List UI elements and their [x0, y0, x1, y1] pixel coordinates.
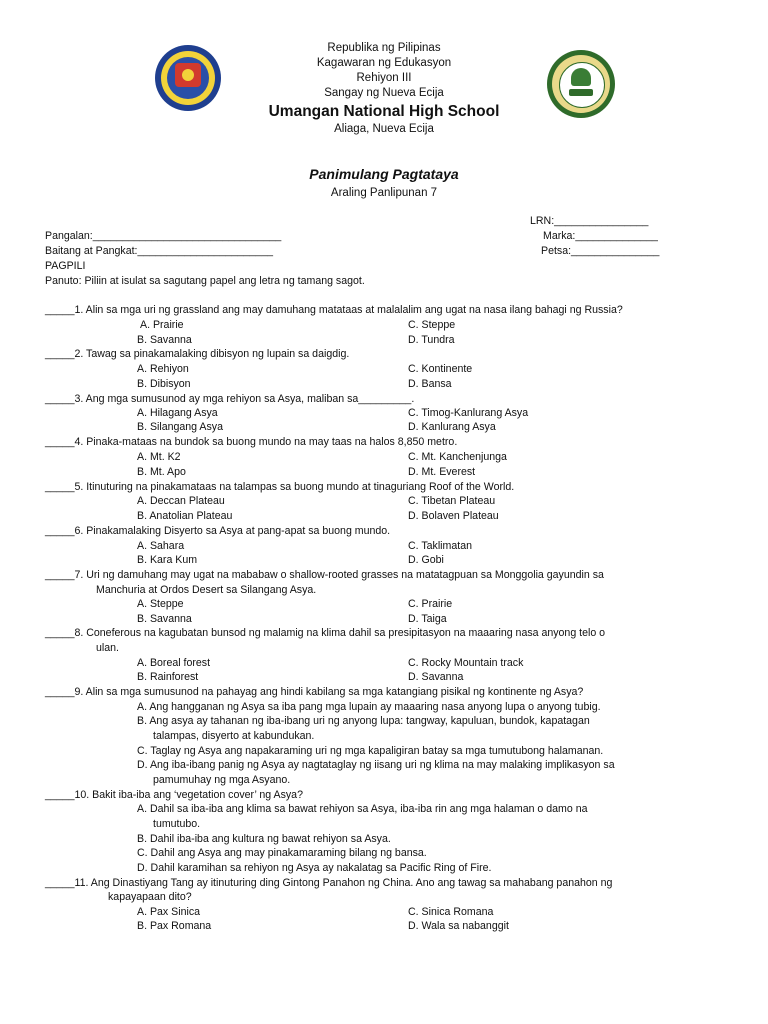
- q2-option-a: A. Rehiyon: [137, 363, 189, 375]
- question-5: _____5. Itinuturing na pinakamataas na talampas sa buong mundo at tinaguriang Roof of the World.: [45, 481, 515, 493]
- q8-option-c: C. Rocky Mountain track: [408, 657, 524, 669]
- q6-option-c: C. Taklimatan: [408, 540, 472, 552]
- header-region: Rehiyon III: [356, 72, 412, 84]
- q10-option-c: C. Dahil ang Asya ang may pinakamaraming bilang ng bansa.: [137, 847, 427, 859]
- q3-option-b: B. Silangang Asya: [137, 421, 223, 433]
- instructions: Panuto: Piliin at isulat sa sagutang papel ang letra ng tamang sagot.: [45, 275, 365, 287]
- question-11: _____11. Ang Dinastiyang Tang ay itinuturing ding Gintong Panahon ng China. Ano ang tawag sa mahabang panahon ng: [45, 877, 613, 889]
- q8-option-d: D. Savanna: [408, 671, 464, 683]
- q2-option-d: D. Bansa: [408, 378, 452, 390]
- q4-option-c: C. Mt. Kanchenjunga: [408, 451, 507, 463]
- q3-option-a: A. Hilagang Asya: [137, 407, 218, 419]
- header-division: Sangay ng Nueva Ecija: [324, 87, 444, 99]
- q2-option-c: C. Kontinente: [408, 363, 473, 375]
- q7-option-d: D. Taiga: [408, 613, 447, 625]
- q10-option-a-continued: tumutubo.: [153, 818, 201, 830]
- q10-option-b: B. Dahil iba-iba ang kultura ng bawat rehiyon sa Asya.: [137, 833, 391, 845]
- q7-option-c: C. Prairie: [408, 598, 453, 610]
- q8-option-a: A. Boreal forest: [137, 657, 211, 669]
- q9-option-c: C. Taglay ng Asya ang napakaraming uri ng mga kapaligiran batay sa mga tumutubong halamanan.: [137, 745, 604, 757]
- question-11-continued: kapayapaan dito?: [108, 891, 192, 903]
- q4-option-a: A. Mt. K2: [137, 451, 181, 463]
- q7-option-b: B. Savanna: [137, 613, 192, 625]
- q5-option-b: B. Anatolian Plateau: [137, 510, 233, 522]
- q5-option-d: D. Bolaven Plateau: [408, 510, 499, 522]
- q11-option-c: C. Sinica Romana: [408, 906, 494, 918]
- q9-option-b: B. Ang asya ay tahanan ng iba-ibang uri ng anyong lupa: tangway, kapuluan, bundok, kapatagan: [137, 715, 590, 727]
- document-subtitle: Araling Panlipunan 7: [330, 187, 438, 199]
- question-7-continued: Manchuria at Ordos Desert sa Silangang Asya.: [96, 584, 317, 596]
- q1-option-c: C. Steppe: [408, 319, 456, 331]
- question-2: _____2. Tawag sa pinakamalaking dibisyon ng lupain sa daigdig.: [45, 348, 350, 360]
- section-heading: PAGPILI: [45, 260, 86, 272]
- q9-option-a: A. Ang hangganan ng Asya sa iba pang mga lupain ay maaaring nasa anyong lupa o anyong tubig.: [137, 701, 601, 713]
- q11-option-a: A. Pax Sinica: [137, 906, 201, 918]
- q5-option-c: C. Tibetan Plateau: [408, 495, 496, 507]
- q4-option-b: B. Mt. Apo: [137, 466, 186, 478]
- q11-option-d: D. Wala sa nabanggit: [408, 920, 509, 932]
- header-department: Kagawaran ng Edukasyon: [316, 57, 452, 69]
- name-field: Pangalan:________________________________: [45, 230, 282, 242]
- q10-option-a: A. Dahil sa iba-iba ang klima sa bawat rehiyon sa Asya, iba-iba rin ang mga halaman o damo na: [137, 803, 588, 815]
- q1-option-b: B. Savanna: [137, 334, 192, 346]
- q7-option-a: A. Steppe: [137, 598, 184, 610]
- q10-option-d: D. Dahil karamihan sa rehiyon ng Asya ay nakalatag sa Pacific Ring of Fire.: [137, 862, 492, 874]
- question-8: _____8. Coneferous na kagubatan bunsod ng malamig na klima dahil sa presipitasyon na maaaring nasa anyong telo o: [45, 627, 606, 639]
- document-title: Panimulang Pagtataya: [309, 166, 459, 182]
- q3-option-c: C. Timog-Kanlurang Asya: [408, 407, 529, 419]
- q4-option-d: D. Mt. Everest: [408, 466, 476, 478]
- question-10: _____10. Bakit iba-iba ang ‘vegetation cover’ ng Asya?: [45, 789, 303, 801]
- q9-option-d: D. Ang iba-ibang panig ng Asya ay nagtataglay ng iisang uri ng klima na may malaking implikasyon sa: [137, 759, 615, 771]
- grade-field: Marka:______________: [543, 230, 658, 242]
- q1-option-d: D. Tundra: [408, 334, 455, 346]
- question-9: _____9. Alin sa mga sumusunod na pahayag ang hindi kabilang sa mga katangiang pisikal ng kontinente ng Asya?: [45, 686, 584, 698]
- question-4: _____4. Pinaka-mataas na bundok sa buong mundo na may taas na halos 8,850 metro.: [45, 436, 458, 448]
- school-address: Aliaga, Nueva Ecija: [334, 123, 434, 135]
- question-3: _____3. Ang mga sumusunod ay mga rehiyon sa Asya, maliban sa_________.: [45, 393, 415, 405]
- q2-option-b: B. Dibisyon: [137, 378, 191, 390]
- question-8-continued: ulan.: [96, 642, 119, 654]
- q1-option-a: A. Prairie: [140, 319, 184, 331]
- q9-option-b-continued: talampas, disyerto at kabundukan.: [153, 730, 315, 742]
- school-name: Umangan National High School: [268, 103, 500, 120]
- q6-option-b: B. Kara Kum: [137, 554, 198, 566]
- question-1: _____1. Alin sa mga uri ng grassland ang may damuhang matataas at malalalim ang ugat na nasa ilang bahagi ng Russia?: [45, 304, 623, 316]
- q3-option-d: D. Kanlurang Asya: [408, 421, 496, 433]
- header-republic: Republika ng Pilipinas: [327, 42, 441, 54]
- q9-option-d-continued: pamumuhay ng mga Asyano.: [153, 774, 291, 786]
- q6-option-d: D. Gobi: [408, 554, 444, 566]
- date-field: Petsa:_______________: [541, 245, 660, 257]
- q11-option-b: B. Pax Romana: [137, 920, 212, 932]
- q6-option-a: A. Sahara: [137, 540, 185, 552]
- question-7: _____7. Uri ng damuhang may ugat na mababaw o shallow-rooted grasses na matatagpuan sa Monggolia gayundin sa: [45, 569, 604, 581]
- grade-section-field: Baitang at Pangkat:_______________________: [45, 245, 273, 257]
- q8-option-b: B. Rainforest: [137, 671, 199, 683]
- question-6: _____6. Pinakamalaking Disyerto sa Asya at pang-apat sa buong mundo.: [45, 525, 391, 537]
- lrn-field: LRN:________________: [530, 215, 649, 227]
- q5-option-a: A. Deccan Plateau: [137, 495, 225, 507]
